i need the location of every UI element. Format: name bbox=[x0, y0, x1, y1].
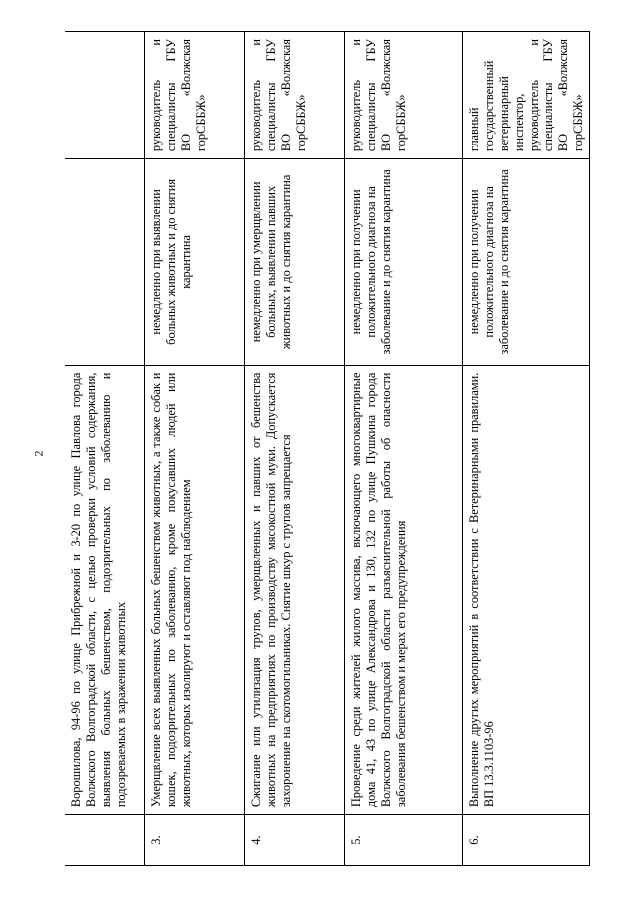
responsible-cell: руководитель и специалисты ГБУ ВО «Волжская горСББЖ» bbox=[345, 32, 463, 159]
term-cell: немедленно при получении положительного диагноза на заболевание и до снятия карантина bbox=[463, 159, 590, 366]
term-cell: немедленно при получении положительного диагноза на заболевание и до снятия карантина bbox=[345, 159, 463, 366]
row-number: 3. bbox=[145, 815, 245, 866]
table-row-4 bbox=[245, 32, 345, 866]
table-row-5 bbox=[345, 32, 463, 866]
event-cell: Сжигание или утилизация трупов, умерщвленных и павших от бешенства животных на предприятиях по производству мясокостной муки. Допускается захоронение на скотомогильниках. Снятие шкур с трупов запрещается bbox=[245, 365, 345, 815]
row-number: 4. bbox=[245, 815, 345, 866]
row-number bbox=[65, 815, 145, 866]
row-number: 5. bbox=[345, 815, 463, 866]
event-cell: Выполнение других мероприятий в соответствии с Ветеринарными правилами. ВП 13.3.1103-96 bbox=[463, 365, 590, 815]
responsible-cell: главный государственный ветеринарный инспектор, руководитель и специалисты ГБУ ВО «Волжская горСББЖ» bbox=[463, 32, 590, 159]
responsible-cell: руководитель и специалисты ГБУ ВО «Волжская горСББЖ» bbox=[245, 32, 345, 159]
rotated-page bbox=[65, 31, 590, 866]
event-cell: Ворошилова, 94-96 по улице Прибрежной и 3-20 по улице Павлова города Волжского Волгоградской области, с целью проверки условий содержания, выявления больных бешенством, подозрительных по заболеванию и подозреваемых в заражении животных bbox=[65, 365, 145, 815]
page-number: 2 bbox=[31, 450, 46, 457]
table-row-continuation bbox=[65, 32, 145, 866]
term-cell bbox=[65, 159, 145, 366]
table-row-6 bbox=[463, 32, 590, 866]
responsible-cell bbox=[65, 32, 145, 159]
event-cell: Проведение среди жителей жилого массива, включающего многоквартирные дома 41, 43 по улице Александрова и 130, 132 по улице Пушкина города Волжского Волгоградской области разъяснительной работы об опасности заболевания бешенством и мерах его предупреждения bbox=[345, 365, 463, 815]
event-cell: Умерщвление всех выявленных больных бешенством животных, а также собак и кошек, подозрительных по заболеванию, кроме покусавших людей или животных, которых изолируют и оставляют под наблюдением bbox=[145, 365, 245, 815]
responsible-cell: руководитель и специалисты ГБУ ВО «Волжская горСББЖ» bbox=[145, 32, 245, 159]
table-row-3 bbox=[145, 32, 245, 866]
row-number: 6. bbox=[463, 815, 590, 866]
measures-table bbox=[65, 31, 590, 866]
term-cell: немедленно при умерщвлении больных, выявлении павших животных и до снятия карантина bbox=[245, 159, 345, 366]
term-cell: немедленно при выявлении больных животных и до снятия карантина bbox=[145, 159, 245, 366]
